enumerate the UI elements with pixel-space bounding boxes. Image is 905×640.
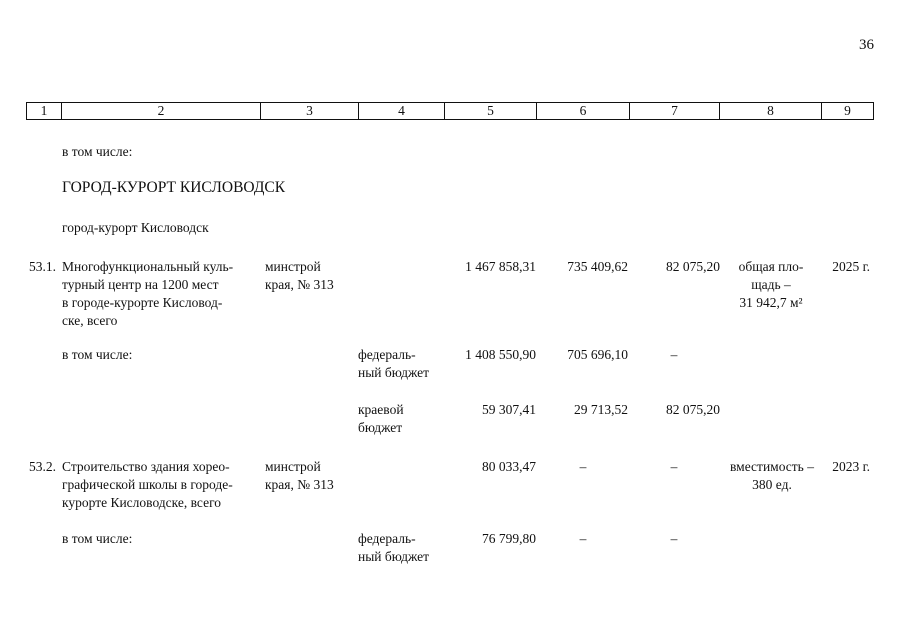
customer xyxy=(265,458,334,494)
capacity-line: общая пло- xyxy=(738,259,804,274)
funding-source-line: краевой xyxy=(358,402,404,417)
column-number-header xyxy=(26,102,874,120)
total-cost: 76 799,80 xyxy=(482,531,536,546)
object-name-line: ске, всего xyxy=(62,313,118,328)
column-number: 1 xyxy=(27,103,62,119)
column-number: 2 xyxy=(62,103,261,119)
funding-source xyxy=(358,401,404,437)
cost-col7: – xyxy=(670,459,678,474)
customer-line: края, № 313 xyxy=(265,277,334,292)
object-name-line: курорте Кисловодске, всего xyxy=(62,495,222,510)
cost-col6: – xyxy=(579,531,587,546)
cost-col6: 29 713,52 xyxy=(574,402,628,417)
funding-source-line: ный бюджет xyxy=(358,365,430,380)
customer-line: минстрой xyxy=(265,259,321,274)
object-name-line: Строительство здания хорео- xyxy=(62,459,230,474)
total-cost: 80 033,47 xyxy=(482,459,536,474)
object-name xyxy=(62,258,258,330)
object-name-line: графической школы в городе- xyxy=(62,477,233,492)
funding-source-line: ный бюджет xyxy=(358,549,430,564)
including-label: в том числе: xyxy=(62,531,133,546)
funding-source xyxy=(358,530,429,566)
funding-source-line: федераль- xyxy=(358,347,416,362)
column-number: 6 xyxy=(537,103,630,119)
capacity-line: щадь – xyxy=(751,277,791,292)
column-number: 8 xyxy=(720,103,822,119)
total-cost: 59 307,41 xyxy=(482,402,536,417)
capacity xyxy=(722,458,822,494)
completion-year: 2025 г. xyxy=(832,259,870,274)
customer-line: минстрой xyxy=(265,459,321,474)
subsection-title: город-курорт Кисловодск xyxy=(62,220,209,235)
object-name-line: турный центр на 1200 мест xyxy=(62,277,219,292)
customer-line: края, № 313 xyxy=(265,477,334,492)
capacity-line: вместимость – xyxy=(730,459,814,474)
column-number: 5 xyxy=(445,103,537,119)
section-title: ГОРОД-КУРОРТ КИСЛОВОДСК xyxy=(62,179,286,196)
cost-col6: – xyxy=(579,459,587,474)
column-number: 4 xyxy=(359,103,445,119)
row-number: 53.2. xyxy=(29,459,56,474)
cost-col7: – xyxy=(670,347,678,362)
object-name-line: в городе-курорте Кисловод- xyxy=(62,295,223,310)
capacity-line: 380 ед. xyxy=(752,477,792,492)
funding-source xyxy=(358,346,429,382)
cost-col7: – xyxy=(670,531,678,546)
cost-col6: 735 409,62 xyxy=(567,259,628,274)
object-name xyxy=(62,458,258,512)
column-number: 9 xyxy=(844,103,851,118)
cost-col7: 82 075,20 xyxy=(666,259,720,274)
page-number: 36 xyxy=(859,37,874,53)
total-cost: 1 408 550,90 xyxy=(465,347,536,362)
column-number: 7 xyxy=(630,103,720,119)
capacity xyxy=(722,258,820,312)
capacity-line: 31 942,7 м² xyxy=(739,295,803,310)
cost-col7: 82 075,20 xyxy=(666,402,720,417)
cost-col6: 705 696,10 xyxy=(567,347,628,362)
customer xyxy=(265,258,334,294)
completion-year: 2023 г. xyxy=(832,459,870,474)
total-cost: 1 467 858,31 xyxy=(465,259,536,274)
row-number: 53.1. xyxy=(29,259,56,274)
funding-source-line: бюджет xyxy=(358,420,403,435)
including-label: в том числе: xyxy=(62,347,133,362)
object-name-line: Многофункциональный куль- xyxy=(62,259,234,274)
funding-source-line: федераль- xyxy=(358,531,416,546)
column-number: 3 xyxy=(261,103,359,119)
including-label: в том числе: xyxy=(62,144,133,159)
